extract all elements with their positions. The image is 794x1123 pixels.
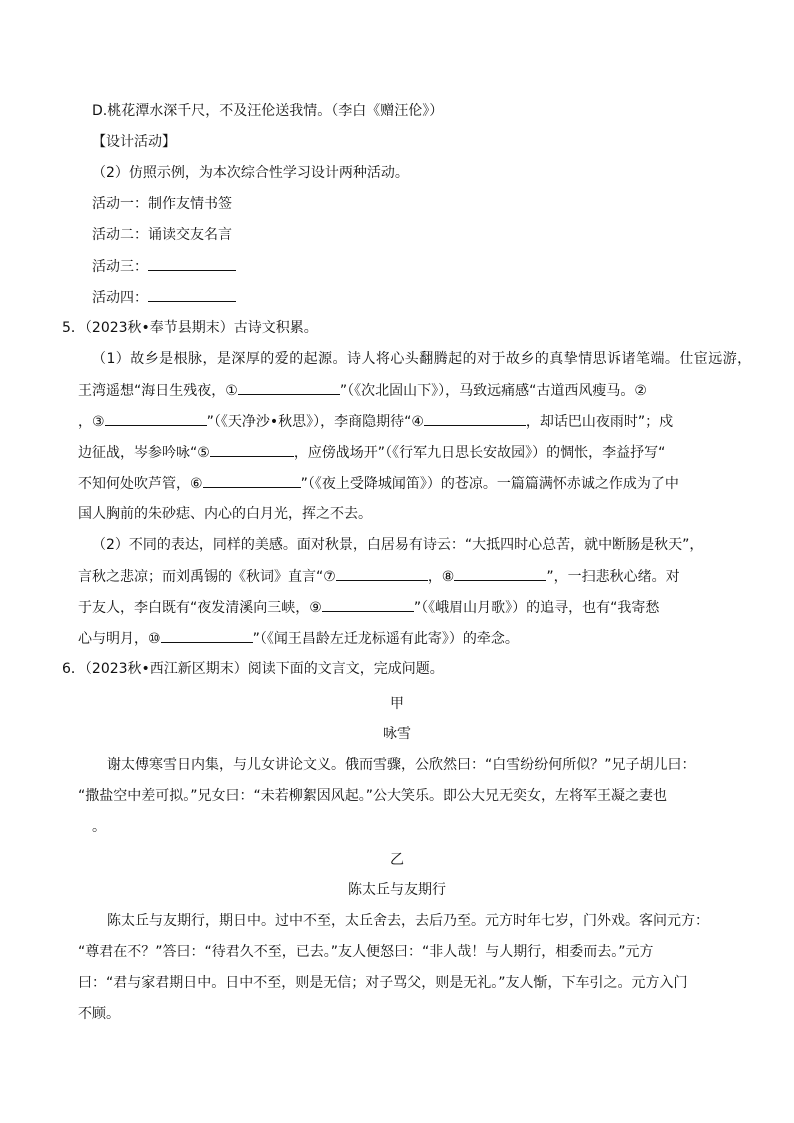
q5-part2-line4: 心与明月，⑩ ”（《闻王昌龄左迁龙标遥有此寄》）的牵念。 <box>78 628 519 649</box>
question-5-title: 5．（2023秋•奉节县期末）古诗文积累。 <box>62 320 318 336</box>
passage-yi-label: 乙 <box>390 852 404 868</box>
q5-part1-line3: ，③ ”（《天净沙•秋思》），李商隐期待“④ ，却话巴山夜雨时”；戍 <box>78 411 673 432</box>
design-activity-heading: 【设计活动】 <box>92 134 176 150</box>
passage-yi-title: 陈太丘与友期行 <box>348 882 446 898</box>
passage-jia-label: 甲 <box>390 696 404 712</box>
q5-part1-line4: 边征战，岑参吟咏“⑤ ，应傍战场开”（《行军九日思长安故园》）的惆怅，李益抒写“ <box>78 442 665 463</box>
activity-3: 活动三： <box>92 256 236 277</box>
activity-1: 活动一：制作友情书签 <box>92 196 232 212</box>
blank-9[interactable] <box>322 597 414 612</box>
activity-2: 活动二：诵读交友名言 <box>92 227 232 243</box>
q5-part1-line5: 不知何处吹芦管，⑥ ”（《夜上受降城闻笛》）的苍凉。一篇篇满怀赤诚之作成为了中 <box>78 473 679 494</box>
blank-5[interactable] <box>210 442 294 457</box>
yi-para-line1: 陈太丘与友期行，期日中。过中不至，太丘舍去，去后乃至。元方时年七岁，门外戏。客问元方： <box>107 913 709 929</box>
blank-8[interactable] <box>454 566 546 581</box>
jia-para-line1: 谢太傅寒雪日内集，与儿女讲论文义。俄而雪骤，公欣然曰：“白雪纷纷何所似？”兄子胡儿曰： <box>107 757 696 773</box>
activity-4: 活动四： <box>92 287 236 308</box>
blank-3[interactable] <box>105 411 207 426</box>
blank-7[interactable] <box>336 566 428 581</box>
q5-part2-line3: 于友人，李白既有“夜发清溪向三峡，⑨ ”（《峨眉山月歌》）的追寻，也有“我寄愁 <box>78 597 659 618</box>
yi-para-line4: 不顾。 <box>78 1006 120 1022</box>
q5-part2-line1: （2）不同的表达，同样的美感。面对秋景，白居易有诗云：“大抵四时心总苦，就中断肠是秋天”， <box>92 537 704 553</box>
q5-part2-line2: 言秋之悲凉；而刘禹锡的《秋词》直言“⑦ ，⑧ ”，一扫悲秋心绪。对 <box>78 566 680 587</box>
q5-part1-line2: 王湾遥想“海日生残夜，① ”（《次北固山下》），马致远痛感“古道西风瘦马。② <box>78 380 647 401</box>
yi-para-line2: “尊君在不？”答曰：“待君久不至，已去。”友人便怒曰：“非人哉！与人期行，相委而去。”元方 <box>78 944 654 960</box>
q5-part1-line6: 国人胸前的朱砂痣、内心的白月光，挥之不去。 <box>78 506 372 522</box>
option-d-line: D.桃花潭水深千尺，不及汪伦送我情。（李白《赠汪伦》） <box>92 103 444 119</box>
passage-jia-title: 咏雪 <box>383 726 411 742</box>
blank-1[interactable] <box>238 380 340 395</box>
blank-4[interactable] <box>424 411 526 426</box>
q5-part1-line1: （1）故乡是根脉，是深厚的爱的起源。诗人将心头翻腾起的对于故乡的真挚情思诉诸笔端。仕宦远游， <box>92 351 752 367</box>
jia-para-line3: 。 <box>92 819 106 835</box>
question-6-title: 6．（2023秋•西江新区期末）阅读下面的文言文，完成问题。 <box>62 661 444 677</box>
yi-para-line3: 曰：“君与家君期日中。日中不至，则是无信；对子骂父，则是无礼。”友人惭，下车引之。元方入门 <box>78 975 688 991</box>
activity-4-blank[interactable] <box>148 287 236 302</box>
jia-para-line2: “撒盐空中差可拟。”兄女曰：“未若柳絮因风起。”公大笑乐。即公大兄无奕女，左将军王凝之妻也 <box>78 788 668 804</box>
blank-6[interactable] <box>203 473 301 488</box>
blank-10[interactable] <box>161 628 253 643</box>
activity-3-blank[interactable] <box>148 256 236 271</box>
question-2-intro: （2）仿照示例，为本次综合性学习设计两种活动。 <box>92 165 409 181</box>
